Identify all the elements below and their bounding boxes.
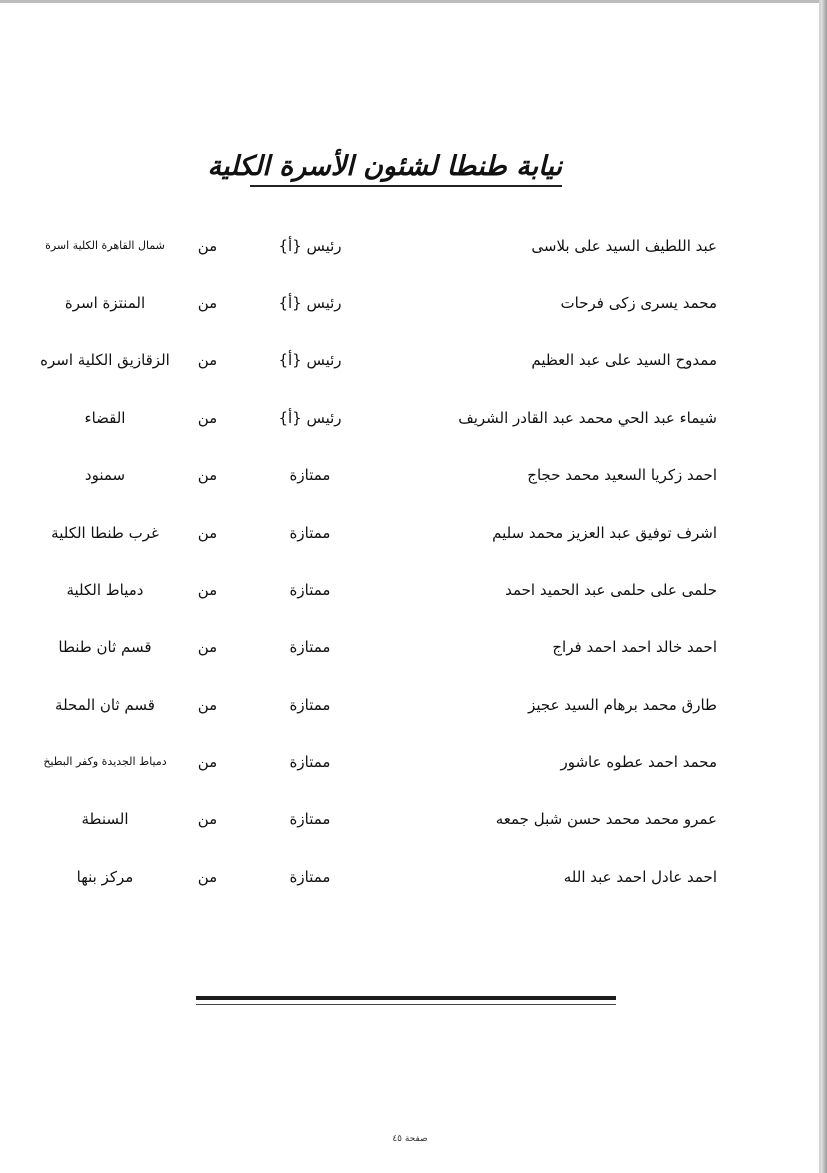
list-item (0, 801, 827, 837)
origin-court: دمياط الكلية (66, 581, 144, 599)
member-rank: ممتازة (289, 810, 331, 828)
member-name: محمد احمد عطوه عاشور (560, 753, 717, 771)
list-item (0, 342, 827, 378)
origin-court: شمال القاهرة الكلية اسرة (45, 239, 165, 252)
member-rank: رئيس {أ} (278, 409, 342, 427)
member-rank: رئيس {أ} (278, 294, 342, 312)
member-rank: ممتازة (289, 638, 331, 656)
page-number: صفحة ٤٥ (392, 1134, 428, 1144)
from-label: من (197, 294, 218, 312)
member-rank: ممتازة (289, 466, 331, 484)
list-item (0, 687, 827, 723)
member-name: عبد اللطيف السيد على بلاسى (531, 237, 717, 255)
member-name: حلمى على حلمى عبد الحميد احمد (505, 581, 717, 599)
list-item (0, 744, 827, 780)
origin-court: دمياط الجديدة وكفر البطيخ (43, 755, 167, 768)
member-name: عمرو محمد محمد حسن شبل جمعه (495, 810, 717, 828)
origin-court: القضاء (84, 409, 126, 427)
member-rank: ممتازة (289, 753, 331, 771)
list-item (0, 629, 827, 665)
from-label: من (197, 638, 218, 656)
from-label: من (197, 351, 218, 369)
origin-court: قسم ثان طنطا (58, 638, 152, 656)
member-rank: ممتازة (289, 696, 331, 714)
footer-rule-thin (196, 1004, 616, 1005)
member-rank: ممتازة (289, 581, 331, 599)
list-item (0, 228, 827, 264)
from-label: من (197, 409, 218, 427)
from-label: من (197, 868, 218, 886)
origin-court: غرب طنطا الكلية (51, 524, 159, 542)
member-name: طارق محمد برهام السيد عجيز (528, 696, 717, 714)
member-name: محمد يسرى زكى فرحات (560, 294, 717, 312)
title-underline (250, 185, 562, 187)
origin-court: الزقازيق الكلية اسره (40, 351, 170, 369)
member-rank: ممتازة (289, 524, 331, 542)
origin-court: قسم ثان المحلة (55, 696, 155, 714)
list-item (0, 859, 827, 895)
from-label: من (197, 581, 218, 599)
heading-container (207, 150, 562, 190)
from-label: من (197, 237, 218, 255)
list-item (0, 515, 827, 551)
member-name: ممدوح السيد على عبد العظيم (531, 351, 717, 369)
page-edge-top (0, 0, 827, 3)
list-item (0, 457, 827, 493)
member-name: احمد خالد احمد احمد فراج (552, 638, 717, 656)
page-title: نيابة طنطا لشئون الأسرة الكلية (207, 151, 562, 182)
from-label: من (197, 810, 218, 828)
origin-court: سمنود (84, 466, 126, 484)
member-name: احمد عادل احمد عبد الله (563, 868, 717, 886)
member-rank: رئيس {أ} (278, 351, 342, 369)
member-rank: رئيس {أ} (278, 237, 342, 255)
origin-court: السنطة (81, 810, 129, 828)
from-label: من (197, 524, 218, 542)
from-label: من (197, 753, 218, 771)
member-name: اشرف توفيق عبد العزيز محمد سليم (492, 524, 717, 542)
member-name: احمد زكريا السعيد محمد حجاج (527, 466, 717, 484)
from-label: من (197, 696, 218, 714)
list-item (0, 572, 827, 608)
from-label: من (197, 466, 218, 484)
list-item (0, 285, 827, 321)
member-name: شيماء عبد الحي محمد عبد القادر الشريف (458, 409, 717, 427)
footer-rule-thick (196, 996, 616, 1000)
origin-court: مركز بنها (76, 868, 134, 886)
member-rank: ممتازة (289, 868, 331, 886)
list-item (0, 400, 827, 436)
origin-court: المنتزة اسرة (64, 294, 146, 312)
